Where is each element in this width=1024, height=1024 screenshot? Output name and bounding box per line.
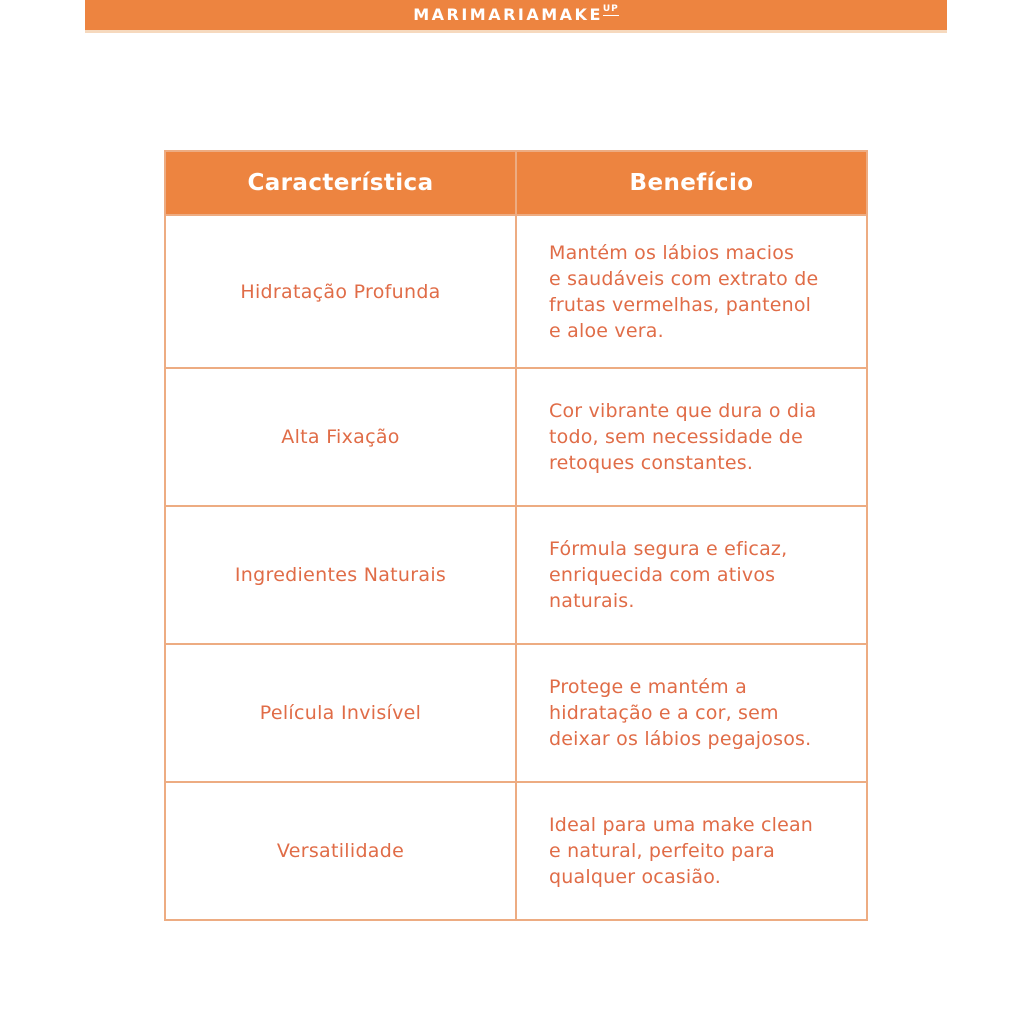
benefit-cell: Cor vibrante que dura o dia todo, sem necessidade de retoques constantes. (516, 368, 867, 506)
table-row (165, 215, 867, 368)
brand-logo-text: MARIMARIAMAKE (413, 5, 603, 24)
table-row (165, 644, 867, 782)
table-header-row (165, 151, 867, 215)
benefit-cell: Mantém os lábios macios e saudáveis com extrato de frutas vermelhas, pantenol e aloe vera. (516, 215, 867, 368)
benefit-cell: Fórmula segura e eficaz, enriquecida com ativos naturais. (516, 506, 867, 644)
feature-cell: Versatilidade (165, 782, 516, 920)
benefit-cell: Protege e mantém a hidratação e a cor, sem deixar os lábios pegajosos. (516, 644, 867, 782)
feature-benefit-table (164, 150, 868, 921)
brand-logo (413, 4, 619, 24)
table-row (165, 506, 867, 644)
feature-cell: Ingredientes Naturais (165, 506, 516, 644)
feature-benefit-table-container (164, 150, 868, 921)
feature-cell: Alta Fixação (165, 368, 516, 506)
table-row (165, 782, 867, 920)
benefit-cell: Ideal para uma make clean e natural, perfeito para qualquer ocasião. (516, 782, 867, 920)
feature-cell: Película Invisível (165, 644, 516, 782)
feature-cell: Hidratação Profunda (165, 215, 516, 368)
column-header-caracteristica: Característica (165, 151, 516, 215)
brand-header-bar (85, 0, 947, 33)
brand-logo-superscript: UP (602, 4, 619, 14)
table-row (165, 368, 867, 506)
column-header-beneficio: Benefício (516, 151, 867, 215)
